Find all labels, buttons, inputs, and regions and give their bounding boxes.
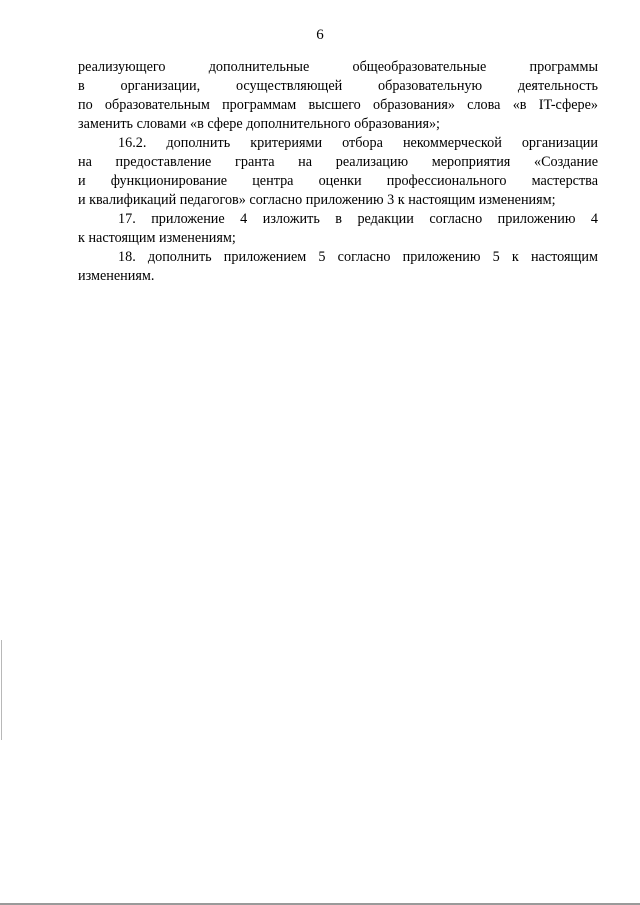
paragraph-item-16-2 bbox=[78, 134, 598, 210]
text-line: 18. дополнить приложением 5 согласно приложению 5 к настоящим bbox=[118, 249, 598, 265]
text-line: 16.2. дополнить критериями отбора некоммерческой организации bbox=[118, 135, 598, 151]
text-line: реализующего дополнительные общеобразовательные программы bbox=[78, 59, 598, 75]
text-line: 17. приложение 4 изложить в редакции согласно приложению 4 bbox=[118, 211, 598, 227]
paragraph-item-18 bbox=[78, 248, 598, 286]
text-line: на предоставление гранта на реализацию мероприятия «Создание bbox=[78, 154, 598, 170]
text-line: по образовательным программам высшего образования» слова «в IT-сфере» bbox=[78, 97, 598, 113]
document-body bbox=[78, 58, 598, 286]
text-line: изменениям. bbox=[78, 268, 155, 284]
text-line: к настоящим изменениям; bbox=[78, 230, 236, 246]
text-line: заменить словами «в сфере дополнительного образования»; bbox=[78, 116, 441, 132]
page-number: 6 bbox=[316, 27, 324, 43]
paragraph-item-17 bbox=[78, 210, 598, 248]
text-line: и квалификаций педагогов» согласно приложению 3 к настоящим изменениям; bbox=[78, 192, 556, 208]
text-line: и функционирование центра оценки профессионального мастерства bbox=[78, 173, 598, 189]
scan-edge-mark bbox=[1, 640, 2, 740]
text-line: в организации, осуществляющей образовательную деятельность bbox=[78, 78, 598, 94]
paragraph-continuation bbox=[78, 58, 598, 134]
